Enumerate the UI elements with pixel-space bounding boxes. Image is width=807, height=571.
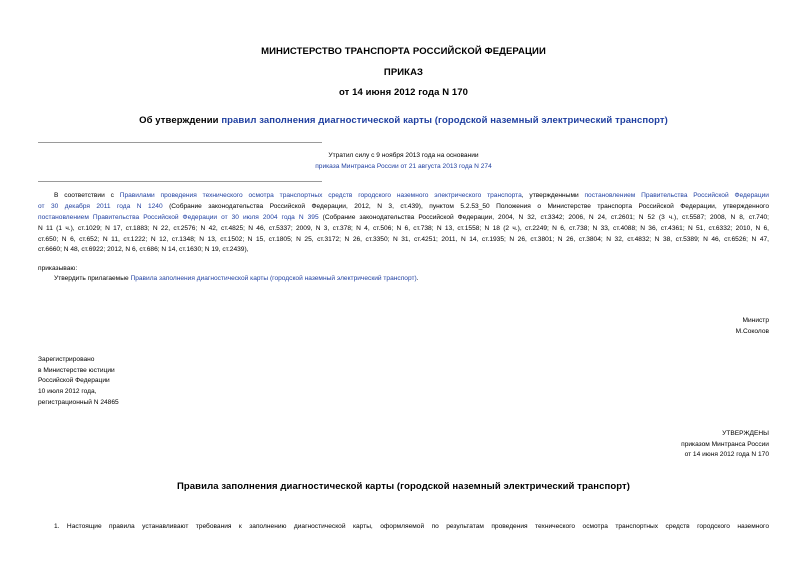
decree-395-link[interactable]: постановлением Правительства Российской Федерации от 30 июля 2004 года N 395 [38,213,319,221]
preamble-line-6: ст.6660; N 48, ст.6922; 2012, N 6, ст.686; N 14, ст.1630; N 19, ст.2439), [38,246,249,254]
decree-date-link[interactable]: от 30 декабря 2011 года N 1240 [38,202,163,210]
preamble-line-3: постановлением Правительства Российской Федерации от 30 июля 2004 года N 395 (Собрание законодательства Российской Федерации, 2004, N 32, ст.3342; 2006, N 24, ст.2601; N 52 (3 ч.), ст.5587; 2008, N 8, ст.740; [38,213,769,221]
signature-position: Министр [742,317,769,324]
registration-line-1: Зарегистрировано [38,356,95,363]
approved-line-3: от 14 июня 2012 года N 170 [684,451,769,459]
approved-line-2: приказом Минтранса России [681,440,769,448]
divider-top [38,142,322,143]
date-number-heading: от 14 июня 2012 года N 170 [338,87,469,98]
rules-title: Правила заполнения диагностической карты (городской наземный электрический транспорт) [176,481,631,492]
divider-bottom [38,181,322,182]
title-link[interactable]: правил заполнения диагностической карты (городской наземный электрический транспорт) [221,115,668,126]
approved-rules-link[interactable]: Правила заполнения диагностической карты (городской наземный электрический транспорт) [130,275,417,282]
repeal-order-link[interactable]: приказа Минтранса России от 21 августа 2013 года N 274 [315,163,492,170]
registration-line-5: регистрационный N 24865 [38,398,119,406]
inspection-rules-link[interactable]: Правилами проведения технического осмотра транспортных средств городского наземного электрического транспорта [119,192,522,199]
repeal-note-line1: Утратил силу с 9 ноября 2013 года на основании [328,152,479,159]
preamble-line-4: N 11 (1 ч.), ст.1029; N 17, ст.1883; N 22, ст.2576; N 42, ст.4825; N 46, ст.5337; 2009, N 3, ст.378; N 4, ст.506; N 6, ст.738; N 13, ст.1558; N 18 (2 ч.), ст.2249; N 6, ст.738; N 33, ст.4088; N 36, ст.4361; N 51, ст.6332; 2010, N 6, [38,224,769,232]
registration-line-4: 10 июля 2012 года, [38,388,97,396]
rules-item-1 [38,522,769,533]
government-decree-link[interactable]: постановлением Правительства Российской Федерации [584,192,769,199]
approve-sentence: Утвердить прилагаемые Правила заполнения диагностической карты (городской наземный электрический транспорт). [54,275,419,282]
registration-block [38,355,119,409]
approved-line-1: УТВЕРЖДЕНЫ [722,430,769,437]
document-title [0,115,807,126]
registration-line-3: Российской Федерации [38,377,110,385]
signature-name: М.Соколов [735,328,769,335]
prikazyvayu-text: приказываю: [38,265,78,272]
title-prefix: Об утверждении [139,115,222,126]
doc-type-heading: ПРИКАЗ [383,67,424,78]
rules-item-1-line: 1. Настоящие правила устанавливают требования к заполнению диагностической карты, оформляемой по результатам проведения технического осмотра транспортных средств городского наземного [54,523,769,530]
preamble-paragraph [38,191,769,256]
registration-line-2: в Министерстве юстиции [38,366,115,374]
preamble-line-1: В соответствии с Правилами проведения технического осмотра транспортных средств городского наземного электрического транспорта, утвержденными постановлением Правительства Российской Федерации [54,192,769,199]
preamble-line-2: от 30 декабря 2011 года N 1240 (Собрание законодательства Российской Федерации, 2012, N 3, ст.439), пунктом 5.2.53_50 Положения о Министерстве транспорта Российской Федерации, утвержденного [38,202,769,210]
preamble-line-5: ст.650; N 6, ст.652; N 11, ст.1222; N 12, ст.1348; N 13, ст.1502; N 15, ст.1805; N 25, ст.3172; N 26, ст.3350; N 31, ст.4251; 2011, N 14, ст.1935; N 26, ст.3801; N 26, ст.3804; N 32, ст.4832; N 38, ст.5389; N 46, ст.6526; N 47, [38,235,769,243]
approved-block [681,429,769,461]
ministry-heading: МИНИСТЕРСТВО ТРАНСПОРТА РОССИЙСКОЙ ФЕДЕРАЦИИ [261,46,546,57]
